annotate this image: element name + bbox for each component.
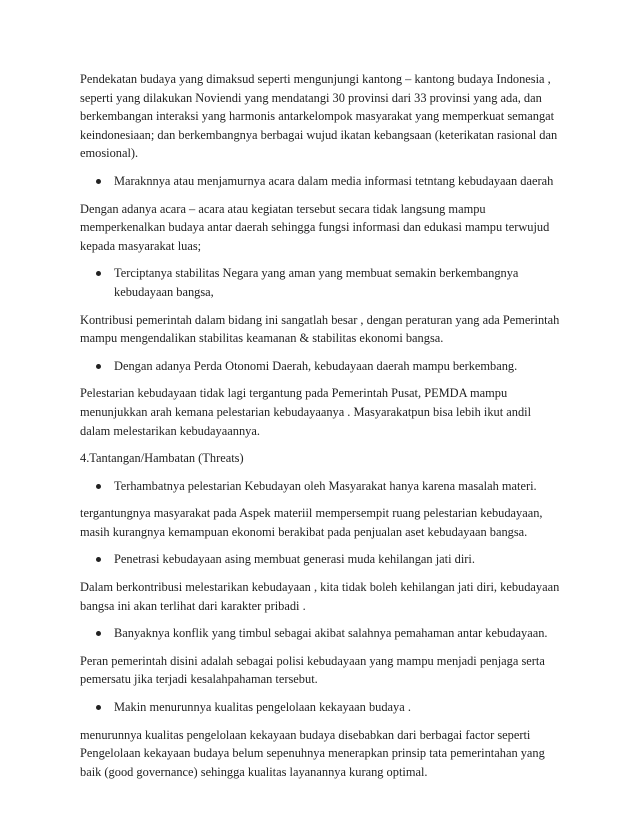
bullet-icon [96, 705, 101, 710]
bullet-text: Dengan adanya Perda Otonomi Daerah, kebudayaan daerah mampu berkembang. [114, 358, 518, 373]
bullet-text: Banyaknya konflik yang timbul sebagai akibat salahnya pemahaman antar kebudayaan. [114, 626, 548, 641]
bullet-icon [96, 484, 101, 489]
document-body [80, 70, 560, 790]
paragraph: Pendekatan budaya yang dimaksud seperti mengunjungi kantong – kantong budaya Indonesia , seperti yang dilakukan Noviendi yang mendatangi 30 provinsi dari 33 provinsi yang ada, dan berkembangan interaksi yang harmonis antarkelompok masyarakat yang memperkuat semangat keindonesiaan; dan berkembangnya berbagai wujud ikatan kebangsaan (keterikatan rasional dan emosional). [80, 72, 558, 161]
bullet-icon [96, 631, 101, 636]
paragraph: Pelestarian kebudayaan tidak lagi tergantung pada Pemerintah Pusat, PEMDA mampu menunjukkan arah kemana pelestarian kebudayaanya . Masyarakatpun bisa lebih ikut andil dalam melestarikan kebudayaannya. [80, 386, 532, 438]
bullet-item [80, 172, 560, 191]
bullet-icon [96, 271, 101, 276]
bullet-icon [96, 557, 101, 562]
bullet-text: Maraknnya atau menjamurnya acara dalam media informasi tetntang kebudayaan daerah [114, 173, 554, 188]
section-heading: 4.Tantangan/Hambatan (Threats) [80, 451, 244, 466]
paragraph: tergantungnya masyarakat pada Aspek materiil mempersempit ruang pelestarian kebudayaan, masih kurangnya kemampuan ekonomi berakibat pada penjualan aset kebudayaan bangsa. [80, 506, 543, 539]
paragraph: Kontribusi pemerintah dalam bidang ini sangatlah besar , dengan peraturan yang ada Pemerintah mampu mengendalikan stabilitas keamanan & stabilitas ekonomi bangsa. [80, 312, 560, 346]
bullet-text: Terciptanya stabilitas Negara yang aman yang membuat semakin berkembangnya kebudayaan bangsa, [114, 266, 519, 299]
bullet-text: Makin menurunnya kualitas pengelolaan kekayaan budaya . [114, 700, 411, 715]
paragraph: Peran pemerintah disini adalah sebagai polisi kebudayaan yang mampu menjadi penjaga serta pemersatu jika terjadi kesalahpahaman tersebut. [80, 653, 545, 687]
bullet-item [80, 477, 560, 496]
bullet-item [80, 264, 560, 301]
bullet-icon [96, 179, 101, 184]
paragraph: Dalam berkontribusi melestarikan kebudayaan , kita tidak boleh kehilangan jati diri, kebudayaan bangsa ini akan terlihat dari karakter pribadi . [80, 580, 560, 613]
bullet-item [80, 698, 560, 717]
paragraph: Dengan adanya acara – acara atau kegiatan tersebut secara tidak langsung mampu memperkenalkan budaya antar daerah sehingga fungsi informasi dan edukasi mampu terwujud kepada masyarakat luas; [80, 201, 550, 253]
bullet-item [80, 550, 560, 569]
bullet-text: Penetrasi kebudayaan asing membuat generasi muda kehilangan jati diri. [114, 552, 475, 567]
bullet-item [80, 624, 560, 643]
bullet-text: Terhambatnya pelestarian Kebudayan oleh Masyarakat hanya karena masalah materi. [114, 478, 537, 493]
paragraph: menurunnya kualitas pengelolaan kekayaan budaya disebabkan dari berbagai factor seperti Pengelolaan kekayaan budaya belum sepenuhnya menerapkan prinsip tata pemerintahan yang baik (good governance) sehingga kualitas layanannya kurang optimal. [80, 727, 545, 779]
bullet-item [80, 357, 560, 376]
bullet-icon [96, 364, 101, 369]
